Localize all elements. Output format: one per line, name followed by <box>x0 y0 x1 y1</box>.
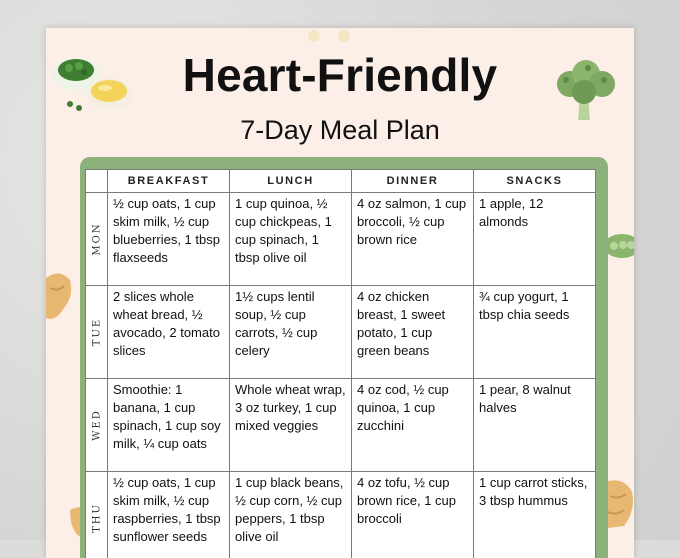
dinner-cell: 4 oz chicken breast, 1 sweet potato, 1 cup green beans <box>352 286 474 379</box>
day-cell <box>86 472 108 558</box>
corner-cell <box>86 170 108 193</box>
table-row <box>86 379 596 472</box>
flower-icon <box>304 28 364 48</box>
snacks-cell: 1 apple, 12 almonds <box>474 193 596 286</box>
table-row <box>86 286 596 379</box>
page-title: Heart-Friendly <box>46 50 634 100</box>
column-header-dinner: DINNER <box>352 170 474 193</box>
column-header-lunch: LUNCH <box>230 170 352 193</box>
dinner-cell: 4 oz salmon, 1 cup broccoli, ½ cup brown rice <box>352 193 474 286</box>
breakfast-cell: Smoothie: 1 banana, 1 cup spinach, 1 cup soy milk, ¼ cup oats <box>108 379 230 472</box>
day-label: WED <box>91 409 102 441</box>
lunch-cell: 1 cup black beans, ½ cup corn, ½ cup peppers, 1 tbsp olive oil <box>230 472 352 558</box>
column-header-snacks: SNACKS <box>474 170 596 193</box>
day-cell <box>86 379 108 472</box>
meal-plan-table <box>85 169 596 558</box>
page-subtitle: 7-Day Meal Plan <box>46 114 634 146</box>
breakfast-cell: 2 slices whole wheat bread, ½ avocado, 2 tomato slices <box>108 286 230 379</box>
day-label: MON <box>91 222 102 255</box>
column-header-breakfast: BREAKFAST <box>108 170 230 193</box>
snacks-cell: ¾ cup yogurt, 1 tbsp chia seeds <box>474 286 596 379</box>
dinner-cell: 4 oz tofu, ½ cup brown rice, 1 cup broccoli <box>352 472 474 558</box>
day-label: THU <box>91 503 102 533</box>
lunch-cell: 1½ cups lentil soup, ½ cup carrots, ½ cup celery <box>230 286 352 379</box>
table-header-row <box>86 170 596 193</box>
day-cell <box>86 286 108 379</box>
dinner-cell: 4 oz cod, ½ cup quinoa, 1 cup zucchini <box>352 379 474 472</box>
breakfast-cell: ½ cup oats, 1 cup skim milk, ½ cup raspberries, 1 tbsp sunflower seeds <box>108 472 230 558</box>
table-row <box>86 193 596 286</box>
table-row <box>86 472 596 558</box>
lunch-cell: Whole wheat wrap, 3 oz turkey, 1 cup mixed veggies <box>230 379 352 472</box>
lunch-cell: 1 cup quinoa, ½ cup chickpeas, 1 cup spinach, 1 tbsp olive oil <box>230 193 352 286</box>
meal-plan-sheet <box>46 28 634 558</box>
snacks-cell: 1 pear, 8 walnut halves <box>474 379 596 472</box>
snacks-cell: 1 cup carrot sticks, 3 tbsp hummus <box>474 472 596 558</box>
day-label: TUE <box>91 318 102 346</box>
ginger-root-icon <box>46 268 78 328</box>
day-cell <box>86 193 108 286</box>
breakfast-cell: ½ cup oats, 1 cup skim milk, ½ cup blueberries, 1 tbsp flaxseeds <box>108 193 230 286</box>
